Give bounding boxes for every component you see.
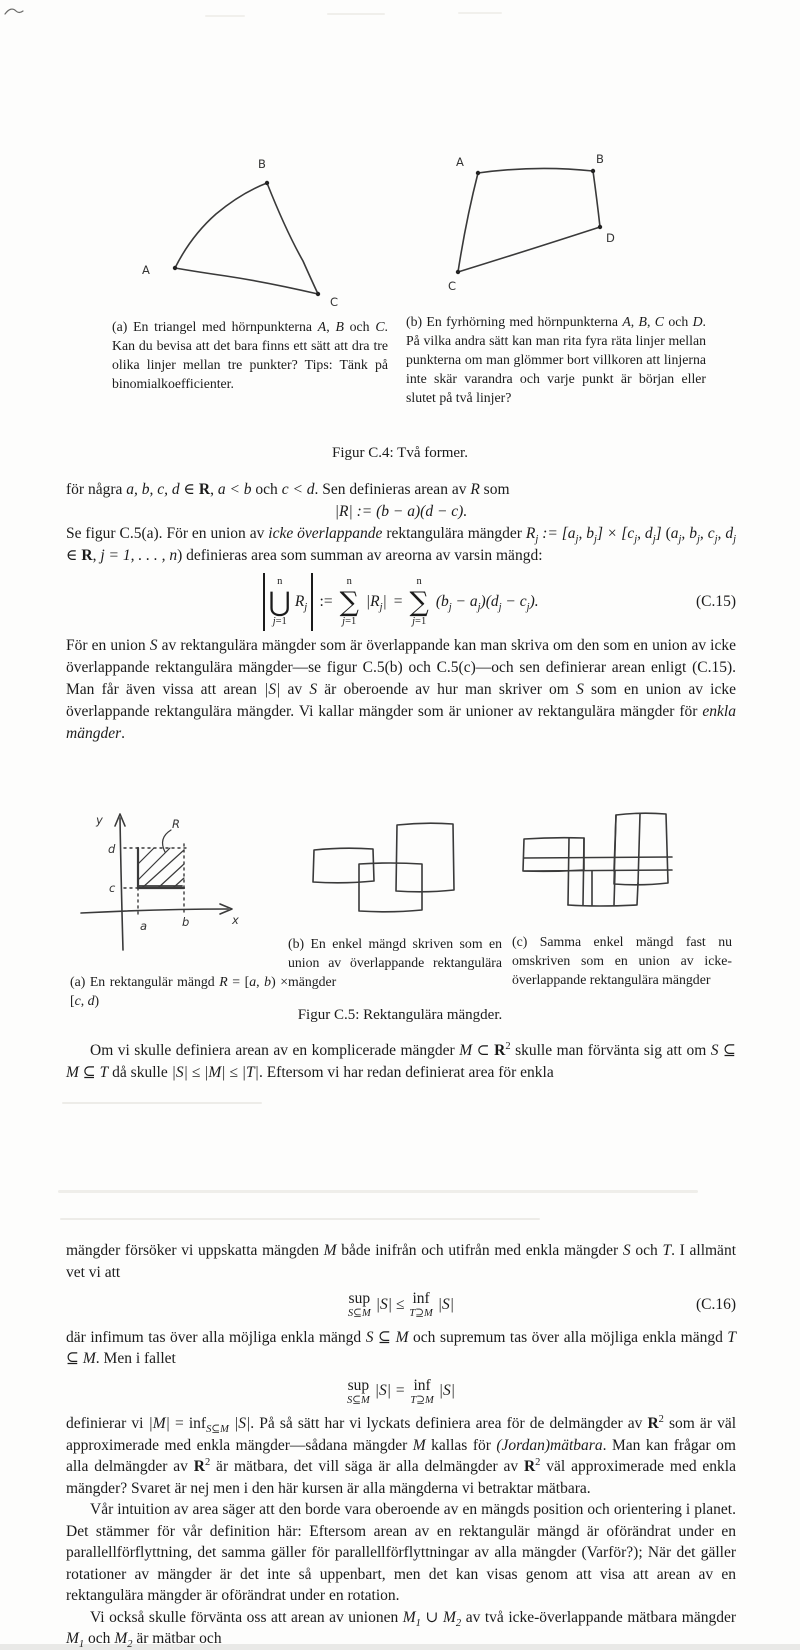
sum-symbol: ∑ <box>339 586 359 618</box>
tall-rectangle-pair <box>614 813 668 885</box>
equation-middle: |S| = <box>374 1382 406 1400</box>
quad-edge-dc <box>458 227 600 272</box>
figure-c5b-overlapping-rectangles <box>288 789 502 917</box>
text-block-2 <box>66 1040 736 1084</box>
quad-edge-ab <box>478 168 593 173</box>
operator-name: inf <box>413 1376 431 1394</box>
equation-c16 <box>66 1290 736 1320</box>
sum-symbol: ∑ <box>409 586 429 618</box>
scan-smudge <box>60 1218 540 1220</box>
scan-smudge <box>458 12 502 14</box>
axis-label-c: c <box>109 881 116 895</box>
figure-c4-quadrilateral <box>426 130 656 292</box>
figure-c4-triangle <box>106 136 356 309</box>
union-upper-limit: n <box>277 576 283 588</box>
vertex-label-c: C <box>448 279 457 293</box>
axis-label-y: y <box>96 813 103 827</box>
corner-pen-mark <box>2 3 26 19</box>
bottom-row-rectangle <box>568 883 638 906</box>
vertex-label-c: C <box>330 295 339 309</box>
vertex-dot-b <box>591 169 595 173</box>
tall-rectangle-divider <box>638 814 640 884</box>
long-band-rectangle <box>524 857 672 871</box>
relation: := <box>319 593 333 610</box>
paragraph: Om vi skulle definiera arean av en komplicerade mängder M ⊂ $R^2$ skulle man förvänta sig att om S ⊆ M ⊆ T då skulle |S| ≤ |M| ≤ |T|. Eftersom vi har redan definierat area för enkla <box>66 1040 736 1081</box>
equation-tag-c15: (C.15) <box>695 593 736 610</box>
rectangle <box>313 848 374 883</box>
paragraph: definierar vi |M| = inf$_{S⊆M}$ |S|. På så sätt har vi lyckats definiera area för de delmängder av $R^2$ som är väl approximerade med enkla mängder—sådana mängder M kallas för (Jordan)mätbara. Man kan frågar om alla delmängder av $R^2$ är mätbara, det vill säga är alla delmängder av $R^2$ väl approximerade med enkla mängder? Svaret är nej men i den här kursen är alla mängderna vi betraktar mätbara. <box>66 1414 737 1497</box>
caption-c5-a: (a) En rektangulär mängd R = [a, b) × [c, d) <box>70 973 289 1008</box>
vertex-label-b: B <box>258 157 266 171</box>
operator-limit: S⊆M <box>346 1394 370 1406</box>
paragraph: där infimum tas över alla möjliga enkla mängd S ⊆ M och supremum tas över alla möjliga enkla mängd T ⊆ M. Men i fallet <box>66 1328 737 1368</box>
caption-c5-b: (b) En enkel mängd skriven som en union av överlappande rektangulära mängder <box>288 935 502 989</box>
x-axis <box>81 909 228 913</box>
figure-c5c-nonoverlapping-rectangles <box>512 779 732 911</box>
caption-c4-b: (b) En fyrhörning med hörnpunkterna A, B, C och D. På vilka andra sätt kan man rita fyra räta linjer mellan punkterna om man glömmer bort villkoren att linjerna inte skär varandra och varje punkt är början eller slutet på två linjer? <box>406 313 706 405</box>
vertex-label-a: A <box>456 155 464 169</box>
vertex-dot-a <box>476 171 480 175</box>
sum-upper-limit: n <box>416 576 422 588</box>
equation-tag-c16: (C.16) <box>695 1295 736 1313</box>
sup-operator <box>347 1377 370 1407</box>
triangle-edge-ab <box>175 183 267 268</box>
paragraph: Vi också skulle förvänta oss att arean av unionen $M_1$ ∪ $M_2$ av två icke-överlappande mätbara mängder $M_1$ och $M_2$ är mätbar och <box>66 1608 736 1650</box>
operator-name: sup <box>348 1290 371 1307</box>
paragraph: mängder försöker vi uppskatta mängden M både inifrån och utifrån med enkla mängder S och T. I allmänt vet vi att <box>66 1242 736 1281</box>
operator-name: inf <box>412 1290 430 1307</box>
axis-label-a: a <box>140 919 148 933</box>
sum-lower-limit: j=1 <box>412 615 427 627</box>
triangle-edge-ca <box>175 268 318 294</box>
quad-edge-ca <box>458 173 478 272</box>
equation-end: |S| <box>437 1295 455 1313</box>
union-lower-limit: j=1 <box>272 615 287 627</box>
vertex-label-d: D <box>606 231 615 245</box>
equation-c15 <box>66 573 736 631</box>
left-rectangle <box>523 838 584 872</box>
crossing-vertical <box>614 815 616 871</box>
quad-edge-bd <box>593 171 600 227</box>
big-sum-operator <box>340 576 359 627</box>
vertex-dot-a <box>173 266 177 270</box>
vertex-label-a: A <box>142 263 150 277</box>
y-axis <box>120 818 123 950</box>
sum-argument: $|R_j|$ <box>365 593 387 614</box>
sup-operator <box>348 1290 371 1320</box>
text-block-3 <box>66 1240 736 1650</box>
equation-middle: |S| ≤ <box>375 1295 405 1313</box>
inf-operator <box>409 1290 432 1320</box>
scan-smudge <box>205 15 245 17</box>
figure-c5a-rectangular-set <box>70 768 270 956</box>
big-sum-operator <box>410 576 429 627</box>
vertex-dot-d <box>598 225 602 229</box>
paragraph: Vår intuition av area säger att den borde vara oberoende av en mängds position och orientering i planet. Det stämmer för vår definition här: Eftersom arean av en rektangulär mängd är oförändrat under en parallellförflyttning, det samma gäller för parallellförflyttningar av alla mängder (Varför?); När det gäller rotationer av mängder är det inte så uppenbart, men det kan visas genom att visa att arean av en rektangulära mängder är oförändrat under en rotation. <box>66 1501 736 1605</box>
paragraph: Se figur C.5(a). För en union av icke överlappande rektangulära mängder $R_j$ := [$a_j$, $b_j] \times [c_j$, $d_j$] ($a_j$, $b_j$, $c_j$, $d_j$ ∈ R, j = 1, . . . , n) definieras area som summan av areorna av varsin mängd: <box>66 525 736 564</box>
operator-limit: S⊆M <box>347 1308 371 1320</box>
equation-sup-inf <box>66 1377 736 1407</box>
text-block-1 <box>66 479 736 745</box>
sum-lower-limit: j=1 <box>342 615 357 627</box>
big-union-operator <box>269 576 291 627</box>
bottom-divider <box>614 871 615 905</box>
vertex-label-b: B <box>596 152 604 166</box>
abs-bar <box>263 573 264 631</box>
display-equation-area: |R| := (b − a)(d − c). <box>334 503 468 520</box>
scan-smudge <box>62 1102 262 1104</box>
scan-smudge <box>58 1190 698 1193</box>
operator-limit: T⊇M <box>410 1394 434 1406</box>
operator-name: sup <box>347 1376 370 1394</box>
equation-end: |S| <box>438 1382 456 1400</box>
figure-c4-caption: Figur C.4: Två former. <box>332 445 468 461</box>
abs-bar <box>311 573 312 631</box>
inf-operator <box>410 1377 433 1407</box>
union-term <box>263 573 312 631</box>
paragraph: För en union S av rektangulära mängder som är överlappande kan man skriva om den som en union av icke överlappande rektangulära mängder—se figur C.5(b) och C.5(c)—och sen definierar arean enligt (C.15). Man får även vissa att arean |S| av S är oberoende av hur man skriver om S som en union av icke överlappande rektangulära mängder. Vi kallar mängder som är unioner av rektangulära mängder för enkla mängder. <box>66 637 737 742</box>
sum-upper-limit: n <box>346 576 352 588</box>
vertex-dot-c <box>316 292 320 296</box>
relation: = <box>393 593 403 610</box>
figure-c5-caption: Figur C.5: Rektangulära mängder. <box>297 1007 503 1023</box>
union-symbol: ⋃ <box>268 586 291 618</box>
axis-label-x: x <box>232 913 239 927</box>
operator-limit: T⊇M <box>409 1308 433 1320</box>
axis-label-d: d <box>108 842 116 856</box>
triangle-edge-bc <box>267 183 318 294</box>
vertex-dot-c <box>456 270 460 274</box>
axis-label-b: b <box>182 915 190 929</box>
set-label-r: R <box>172 817 180 831</box>
paragraph: för några a, b, c, d ∈ R, a < b och c < d. Sen definieras arean av R som <box>66 481 510 498</box>
union-argument: $R_j$ <box>294 593 308 614</box>
hatch-lines <box>138 848 184 888</box>
rectangle <box>396 823 454 892</box>
vertex-dot-b <box>265 181 269 185</box>
rectangle <box>359 863 422 912</box>
scan-smudge <box>327 13 385 15</box>
caption-c5-c: (c) Samma enkel mängd fast nu omskriven som en union av icke-överlappande rektangulära mängder <box>512 933 732 987</box>
sum-argument: $(b_j - a_j)(d_j - c_j)$. <box>435 593 539 614</box>
caption-c4-a: (a) En triangel med hörnpunkterna A, B och C. Kan du bevisa att det bara finns ett sätt att dra tre olika linjer mellan tre punkter? Tips: Tänk på binomialkoefficienter. <box>112 318 388 391</box>
